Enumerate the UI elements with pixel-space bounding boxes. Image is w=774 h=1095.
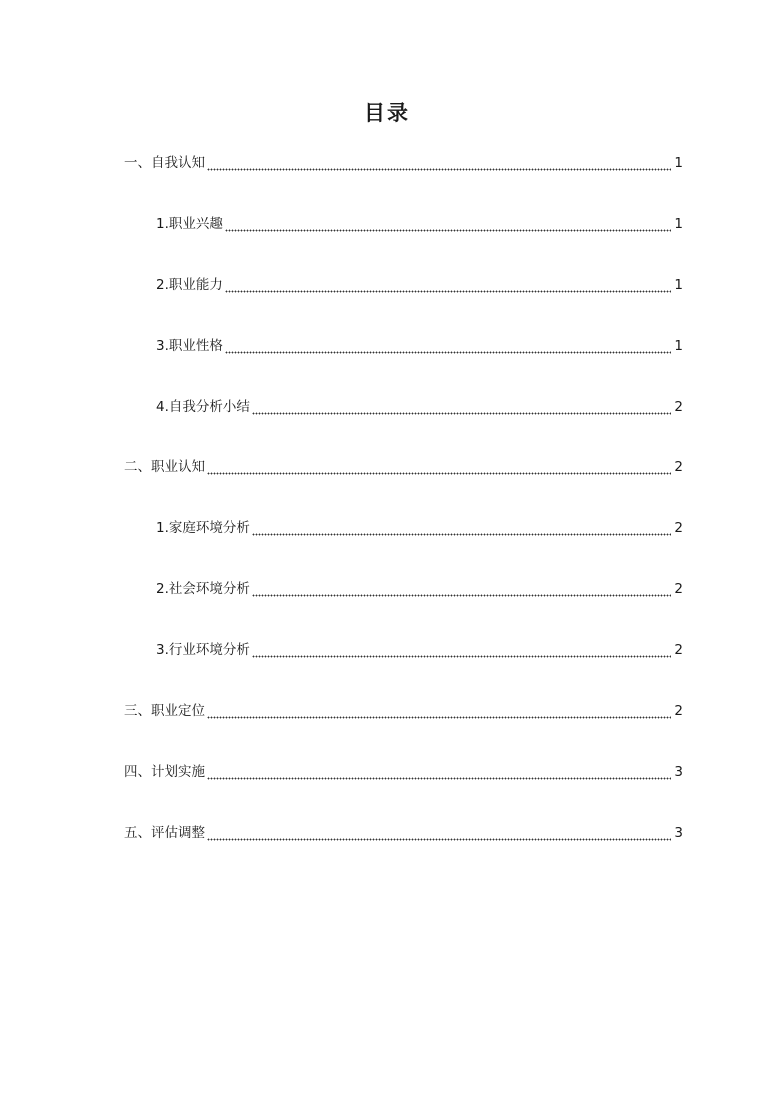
toc-entry-label: 2.社会环境分析 [156, 581, 250, 597]
toc-entry-plan-implementation[interactable] [124, 761, 683, 783]
toc-entry-social-environment[interactable] [156, 578, 683, 600]
toc-entry-career-awareness[interactable] [124, 456, 683, 478]
toc-entry-page-number: 2 [674, 642, 683, 658]
toc-entry-label: 二、职业认知 [124, 459, 205, 475]
toc-entry-label: 1.职业兴趣 [156, 216, 223, 232]
toc-entry-page-number: 2 [674, 459, 683, 475]
toc-entry-page-number: 1 [674, 338, 683, 354]
toc-leader-dots [225, 274, 672, 296]
toc-entry-label: 3.职业性格 [156, 338, 223, 354]
toc-entry-page-number: 1 [674, 277, 683, 293]
toc-entry-career-ability[interactable] [156, 274, 683, 296]
toc-entry-self-awareness[interactable] [124, 152, 683, 174]
toc-entry-label: 一、自我认知 [124, 155, 205, 171]
toc-leader-dots [207, 152, 671, 174]
toc-leader-dots [207, 456, 671, 478]
toc-leader-dots [252, 578, 672, 600]
toc-title: 目录 [364, 101, 410, 125]
toc-entry-page-number: 1 [674, 216, 683, 232]
toc-leader-dots [207, 700, 671, 722]
toc-entry-page-number: 3 [674, 764, 683, 780]
toc-entry-page-number: 2 [674, 581, 683, 597]
toc-entry-page-number: 1 [674, 155, 683, 171]
toc-entry-label: 1.家庭环境分析 [156, 520, 250, 536]
toc-entry-label: 3.行业环境分析 [156, 642, 250, 658]
toc-entry-page-number: 2 [674, 520, 683, 536]
toc-leader-dots [225, 213, 672, 235]
toc-entry-industry-environment[interactable] [156, 639, 683, 661]
toc-leader-dots [225, 335, 672, 357]
toc-leader-dots [252, 517, 672, 539]
toc-entry-page-number: 2 [674, 399, 683, 415]
toc-leader-dots [207, 761, 671, 783]
toc-entry-career-interest[interactable] [156, 213, 683, 235]
toc-entry-self-analysis-summary[interactable] [156, 396, 683, 418]
toc-entry-career-personality[interactable] [156, 335, 683, 357]
toc-entry-label: 三、职业定位 [124, 703, 205, 719]
toc-leader-dots [252, 396, 672, 418]
toc-entry-label: 4.自我分析小结 [156, 399, 250, 415]
toc-entry-evaluation-adjustment[interactable] [124, 822, 683, 844]
toc-entry-family-environment[interactable] [156, 517, 683, 539]
toc-entry-career-positioning[interactable] [124, 700, 683, 722]
toc-entry-label: 四、计划实施 [124, 764, 205, 780]
toc-entry-label: 2.职业能力 [156, 277, 223, 293]
toc-leader-dots [207, 822, 671, 844]
toc-entry-page-number: 2 [674, 703, 683, 719]
toc-leader-dots [252, 639, 672, 661]
toc-entry-page-number: 3 [674, 825, 683, 841]
toc-entry-label: 五、评估调整 [124, 825, 205, 841]
